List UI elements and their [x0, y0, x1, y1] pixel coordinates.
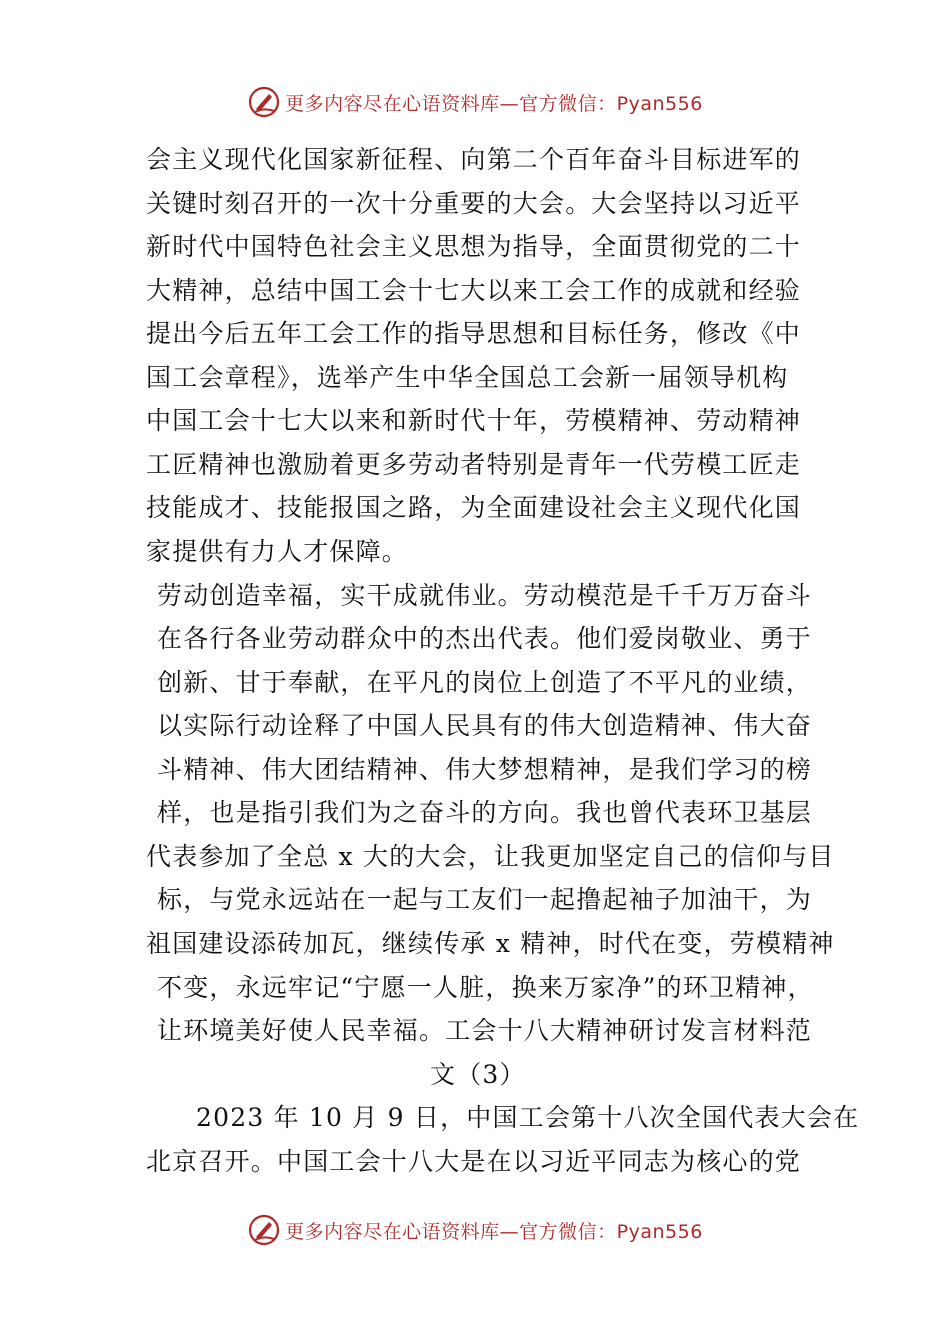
header-watermark-text: 更多内容尽在心语资料库—官方微信：Pyan556 — [285, 92, 703, 115]
text-line: 2023 年 10 月 9 日，中国工会第十八次全国代表大会在 — [196, 1103, 860, 1132]
text-line: 劳动创造幸福，实干成就伟业。劳动模范是千千万万奋斗 — [157, 581, 813, 610]
footer-watermark-banner — [0, 1210, 950, 1250]
text-line: 提出今后五年工会工作的指导思想和目标任务，修改《中 — [146, 319, 802, 348]
text-line: 代表参加了全总 x 大的大会，让我更加坚定自己的信仰与目 — [146, 842, 835, 871]
pen-circle-logo-icon — [247, 1213, 281, 1247]
text-line: 祖国建设添砖加瓦，继续传承 x 精神，时代在变，劳模精神 — [146, 929, 835, 958]
text-line: 中国工会十七大以来和新时代十年，劳模精神、劳动精神 — [146, 406, 802, 435]
text-line: 让环境美好使人民幸福。工会十八大精神研讨发言材料范 — [157, 1016, 813, 1045]
text-line: 会主义现代化国家新征程、向第二个百年奋斗目标进军的 — [146, 145, 802, 174]
text-line: 家提供有力人才保障。 — [146, 537, 409, 566]
footer-watermark-text: 更多内容尽在心语资料库—官方微信：Pyan556 — [285, 1220, 703, 1243]
section-heading-line: 文（3） — [430, 1060, 526, 1089]
text-line: 技能成才、技能报国之路，为全面建设社会主义现代化国 — [146, 493, 802, 522]
text-line: 创新、甘于奉献，在平凡的岗位上创造了不平凡的业绩， — [157, 668, 813, 697]
text-line: 新时代中国特色社会主义思想为指导，全面贯彻党的二十 — [146, 232, 802, 261]
header-watermark-banner — [0, 82, 950, 122]
text-line: 标，与党永远站在一起与工友们一起撸起袖子加油干，为 — [157, 885, 813, 914]
text-line: 在各行各业劳动群众中的杰出代表。他们爱岗敬业、勇于 — [157, 624, 813, 653]
text-line: 不变，永远牢记“宁愿一人脏，换来万家净”的环卫精神， — [157, 973, 814, 1002]
text-line: 样，也是指引我们为之奋斗的方向。我也曾代表环卫基层 — [157, 798, 813, 827]
pen-circle-logo-icon — [247, 85, 281, 119]
text-line: 大精神，总结中国工会十七大以来工会工作的成就和经验 — [146, 276, 802, 305]
text-line: 关键时刻召开的一次十分重要的大会。大会坚持以习近平 — [146, 189, 802, 218]
text-line: 工匠精神也激励着更多劳动者特别是青年一代劳模工匠走 — [146, 450, 802, 479]
text-line: 斗精神、伟大团结精神、伟大梦想精神，是我们学习的榜 — [157, 755, 813, 784]
text-line: 北京召开。中国工会十八大是在以习近平同志为核心的党 — [146, 1147, 802, 1176]
text-line: 国工会章程》，选举产生中华全国总工会新一届领导机构 — [146, 363, 789, 392]
text-line: 以实际行动诠释了中国人民具有的伟大创造精神、伟大奋 — [157, 711, 813, 740]
